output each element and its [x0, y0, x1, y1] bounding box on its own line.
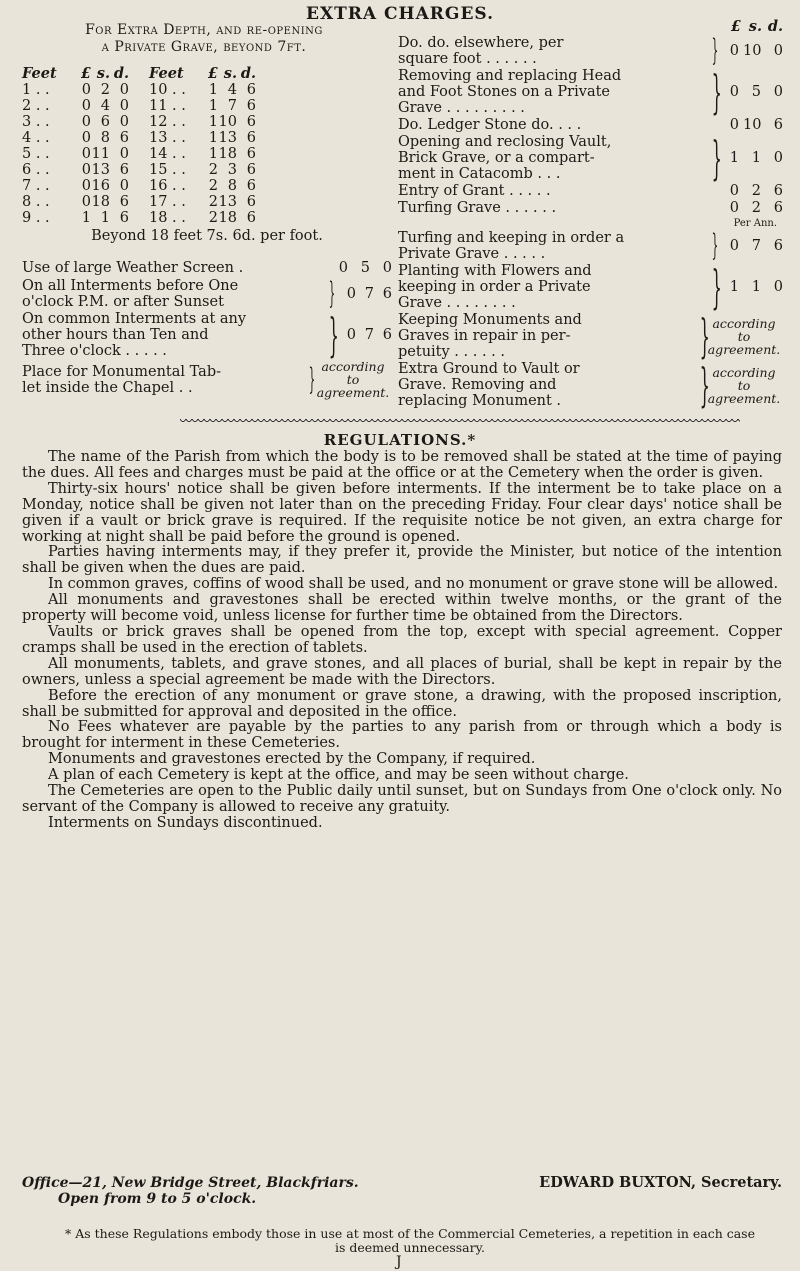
right-fees [398, 33, 783, 412]
fee-extra-ground: Extra Ground to Vault or Grave. Removing and replacing Monument . } according to agreement. [398, 361, 783, 409]
lsd-header: £ s. d. [730, 18, 783, 35]
regulation-paragraph: The name of the Parish from which the body is to be removed shall be stated at the time of paying the dues. All fees and charges must be paid at the office or at the Cemetery when the order is given. [22, 449, 782, 481]
brace: } [328, 308, 339, 362]
beyond-note: Beyond 18 feet 7s. 6d. per foot. [91, 228, 323, 244]
footnote: * As these Regulations embody those in use at most of the Commercial Cemeteries, a repetition in each case is deemed unnecessary. [65, 1226, 755, 1255]
fee-ledger-stone: Do. Ledger Stone do. . . . 0 10 6 [398, 117, 783, 133]
fee-keeping-monuments: Keeping Monuments and Graves in repair in per- petuity . . . . . . } according to agreement. [398, 312, 783, 360]
depth-row: 1 . . 0 2 0 [22, 82, 129, 98]
depth-row: 2 . . 0 4 0 [22, 98, 129, 114]
fee-common-interments: On common Interments at any other hours than Ten and Three o'clock . . . . . } 0 7 6 [22, 308, 392, 362]
depth-row: 8 . . 0 18 6 [22, 194, 129, 210]
depth-row: 15 . . 2 3 6 [149, 162, 256, 178]
depth-row: 16 . . 2 8 6 [149, 178, 256, 194]
regulations-title: REGULATIONS.* [323, 431, 477, 449]
depth-row: 5 . . 0 11 0 [22, 146, 129, 162]
depth-row: 18 . . 2 18 6 [149, 210, 256, 226]
wavy-divider [180, 419, 740, 425]
fee-entry-of-grant: Entry of Grant . . . . . 0 2 6 [398, 183, 783, 199]
fee-sunset: On all Interments before One o'clock P.M. or after Sunset } 0 7 6 [22, 276, 392, 311]
depth-row: 14 . . 1 18 6 [149, 146, 256, 162]
depth-table-left: Feet £ s. d. 1 . . 0 2 0 2 . . 0 4 0 3 . . 0 6 0 4 . . 0 8 6 5 . . 0 11 0 6 . . 0 13 6 7 . . 0 16 0 8 . . 0 18 6 9 . . 1 1 6 [22, 65, 129, 226]
fee-weather-screen: Use of large Weather Screen . 0 5 0 [22, 260, 392, 276]
left-fees [22, 260, 392, 399]
fee-elsewhere: Do. do. elsewhere, per square foot . . . . . . } 0 10 0 [398, 33, 783, 68]
regulation-paragraph: Monuments and gravestones erected by the Company, if required. [48, 751, 536, 768]
regulation-paragraph: The Cemeteries are open to the Public daily until sunset, but on Sundays from One o'clock only. No servant of the Company is allowed to receive any gratuity. [22, 783, 782, 815]
per-annum-label: Per Ann. [733, 218, 777, 229]
regulation-paragraph: Thirty-six hours' notice shall be given before interments. If the interment be to take place on a Monday, notice shall be given not later than on the preceding Friday. Four clear days' notice shall be given if a vault or brick grave is required. If the requisite notice be not given, an extra charge for working at night shall be paid before the ground is opened. [22, 480, 782, 545]
secretary-name: EDWARD BUXTON, Secretary. [539, 1174, 782, 1191]
brace: } [328, 276, 336, 311]
according-note: according to agreement. [316, 359, 390, 400]
depth-row: 17 . . 2 13 6 [149, 194, 256, 210]
office-address: Office—21, New Bridge Street, Blackfriars. [22, 1175, 359, 1191]
depth-row: 10 . . 1 4 6 [149, 82, 256, 98]
according-note: according to agreement. [707, 364, 781, 406]
regulation-paragraph: Interments on Sundays discontinued. [48, 814, 323, 831]
fee-turfing: Turfing Grave . . . . . . 0 2 6 [398, 200, 783, 216]
depth-row: 4 . . 0 8 6 [22, 130, 129, 146]
fee-turf-keeping: Turfing and keeping in order a Private Grave . . . . . } 0 7 6 [398, 228, 783, 263]
footer [22, 1174, 782, 1207]
brace: } [308, 361, 316, 397]
depth-row: 7 . . 0 16 0 [22, 178, 129, 194]
regulations-body [22, 450, 782, 832]
fee-vault: Opening and reclosing Vault, Brick Grave, or a compart- ment in Catacomb . . . } 1 1 0 [398, 131, 783, 185]
page-title: EXTRA CHARGES. [305, 4, 494, 24]
right-column [398, 18, 783, 412]
depth-row: 3 . . 0 6 0 [22, 114, 129, 130]
signature-mark: J [396, 1254, 402, 1270]
regulation-paragraph: All monuments and gravestones shall be erected within twelve months, or the grant of the property will become void, unless license for further time be obtained from the Directors. [22, 592, 782, 625]
regulation-paragraph: A plan of each Cemetery is kept at the office, and may be seen without charge. [48, 767, 629, 784]
fee-head-foot-stones: Removing and replacing Head and Foot Stones on a Private Grave . . . . . . . . . } 0 5 0 [398, 65, 783, 119]
regulation-paragraph: Before the erection of any monument or grave stone, a drawing, with the proposed inscription, shall be submitted for approval and deposited in the office. [22, 687, 782, 720]
depth-row: 6 . . 0 13 6 [22, 162, 129, 178]
according-note: according to agreement. [707, 315, 781, 357]
depth-row: 9 . . 1 1 6 [22, 210, 129, 226]
opening-hours: Open from 9 to 5 o'clock. [58, 1191, 257, 1207]
regulation-paragraph: All monuments, tablets, and grave stones, and all places of burial, shall be kept in repair by the owners, unless a special agreement be made with the Directors. [22, 655, 782, 688]
fee-flowers: Planting with Flowers and keeping in order a Private Grave . . . . . . . . } 1 1 0 [398, 260, 783, 314]
depth-tables [22, 66, 392, 226]
depth-row: 11 . . 1 7 6 [149, 98, 256, 114]
left-column [22, 22, 392, 400]
depth-row: 12 . . 1 10 6 [149, 114, 256, 130]
depth-row: 13 . . 1 13 6 [149, 130, 256, 146]
regulation-paragraph: Parties having interments may, if they prefer it, provide the Minister, but notice of the intention shall be given when the dues are paid. [22, 544, 782, 577]
fee-monumental-tablet: Place for Monumental Tab- let inside the Chapel . . } according to agreement. [22, 360, 392, 399]
regulation-paragraph: In common graves, coffins of wood shall be used, and no monument or grave stone will be allowed. [48, 576, 779, 593]
regulation-paragraph: Vaults or brick graves shall be opened from the top, except with special agreement. Copper cramps shall be used in the erection of tablets. [22, 623, 782, 656]
depth-heading: For Extra Depth, and re-opening a Private Grave, beyond 7ft. [85, 22, 323, 55]
depth-table-right: Feet £ s. d. 10 . . 1 4 6 11 . . 1 7 6 12 . . 1 10 6 13 . . 1 13 6 14 . . 1 18 6 15 . . 2 3 6 16 . . 2 8 6 17 . . 2 13 6 18 . . 2 18 6 [149, 65, 256, 226]
regulation-paragraph: No Fees whatever are payable by the parties to any parish from or through which a body is brought for interment in these Cemeteries. [22, 719, 782, 752]
